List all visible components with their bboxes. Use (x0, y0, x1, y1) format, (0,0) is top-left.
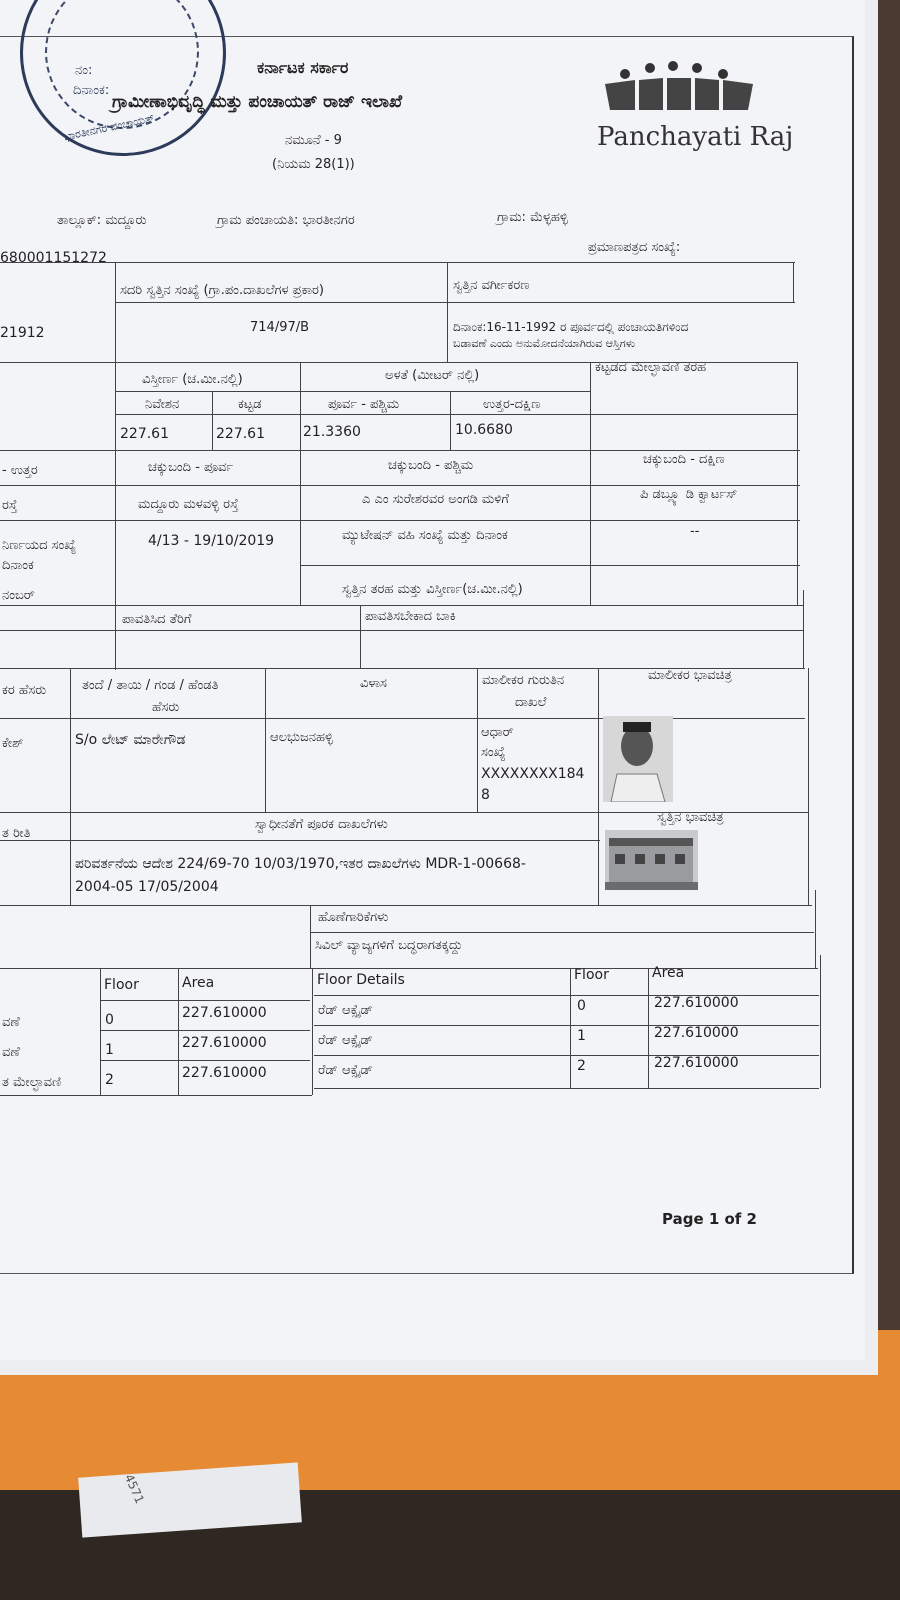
west-boundary: ಎ ಎಂ ಸುರೇಶರವರ ಅಂಗಡಿ ಮಳಿಗೆ (362, 492, 509, 507)
owner-name: ಕೇಶ್ (2, 736, 24, 751)
documents-line1: ಪರಿವರ್ತನೆಯ ಆದೇಶ 224/69-70 10/03/1970,ಇತರ ದಾಖಲೆಗಳು MDR-1-00668- (75, 856, 526, 872)
id-number-line1: XXXXXXXX184 (481, 766, 585, 782)
north-south-length: 10.6680 (455, 422, 513, 438)
left-code: 21912 (0, 325, 45, 341)
right-row0-area: 227.610000 (654, 995, 739, 1011)
classification-line1: ದಿನಾಂಕ:16-11-1992 ರ ಪೂರ್ವದಲ್ಲಿ ಪಂಚಾಯತಿಗಳಿಂದ (453, 320, 689, 334)
left-row0-area: 227.610000 (182, 1005, 267, 1021)
left-area-header: Area (182, 975, 215, 991)
documents-line2: 2004-05 17/05/2004 (75, 879, 219, 895)
taluk: ತಾಲ್ಲೂಕ್: ಮದ್ದೂರು (57, 213, 147, 228)
left-row0-label: ವಣೆ (2, 1015, 20, 1030)
property-photo-label: ಸ್ವತ್ತಿನ ಭಾವಚಿತ್ರ (657, 810, 724, 825)
site-label: ನಿವೇಶನ (145, 397, 180, 412)
owner-photo (603, 716, 673, 802)
parent-label-line1: ತಂದೆ / ತಾಯಿ / ಗಂಡ / ಹೆಂಡತಿ (82, 678, 219, 693)
left-row2-label: ತ ಮೇಲ್ಛಾವಣಿ (2, 1075, 62, 1090)
mutation-label: ಮ್ಯುಟೇಷನ್ ವಹಿ ಸಂಖ್ಯೆ ಮತ್ತು ದಿನಾಂಕ (342, 528, 508, 543)
north-boundary-label: - ಉತ್ತರ (2, 463, 38, 478)
right-row2-detail: ರೆಡ್ ಆಕ್ಸೈಡ್ (318, 1063, 373, 1078)
resolution-date-label: ದಿನಾಂಕ (2, 558, 34, 573)
seal-arc-text: ಭಾರತೀನಗರ ಪಂಚಾಯತ್ (62, 111, 156, 144)
west-boundary-label: ಚಕ್ಕುಬಂದಿ - ಪಶ್ಚಿಮ (388, 458, 474, 473)
id-label-line2: ದಾಖಲೆ (515, 695, 547, 710)
certificate-number-label: ಪ್ರಮಾಣಪತ್ರದ ಸಂಖ್ಯೆ: (588, 240, 681, 255)
scrap-label: 4571 (121, 1472, 147, 1506)
tax-due-label: ಪಾವತಿಸಬೇಕಾದ ಬಾಕಿ (365, 609, 456, 624)
id-type-line1: ಆಧಾರ್ (481, 725, 514, 740)
govt-title: ಕರ್ನಾಟಕ ಸರ್ಕಾರ (257, 58, 349, 77)
right-row0-detail: ರೆಡ್ ಆಕ್ಸೈಡ್ (318, 1003, 373, 1018)
id-type-line2: ಸಂಖ್ಯೆ (481, 745, 506, 760)
classification-label: ಸ್ವತ್ತಿನ ವರ್ಗೀಕರಣ (453, 278, 530, 293)
north-south-label: ಉತ್ತರ-ದಕ್ಷಿಣ (483, 397, 541, 412)
building-type-label: ಕಟ್ಟಡದ ಮೇಲ್ಛಾವಣಿ ತರಹ (595, 360, 707, 375)
property-photo (605, 830, 698, 890)
parent-label-line2: ಹೆಸರು (152, 700, 180, 715)
rule-number: (ನಿಯಮ 28(1)) (272, 157, 355, 172)
building-photo-icon (605, 830, 698, 890)
seal-line2: ದಿನಾಂಕ: (73, 83, 110, 98)
right-row0-floor: 0 (577, 998, 586, 1014)
tax-paid-label: ಪಾವತಿಸಿದ ತೆರಿಗೆ (122, 612, 192, 627)
acquisition-method-label: ತ ರೀತಿ (2, 826, 31, 841)
right-row1-floor: 1 (577, 1028, 586, 1044)
property-id: 680001151272 (0, 250, 107, 266)
brand-name: Panchayati Raj (597, 122, 794, 152)
owner-name-label: ಕರ ಹೆಸರು (2, 683, 47, 698)
owner-photo-label: ಮಾಲೀಕರ ಭಾವಚಿತ್ರ (648, 668, 732, 683)
left-row2-area: 227.610000 (182, 1065, 267, 1081)
id-number-line2: 8 (481, 787, 490, 803)
id-label-line1: ಮಾಲೀಕರ ಗುರುತಿನ (482, 673, 565, 688)
property-number-label: ಸದರಿ ಸ್ವತ್ತಿನ ಸಂಖ್ಯೆ (ಗ್ರಾ.ಪಂ.ದಾಖಲೆಗಳ ಪ್ರಕಾರ) (120, 283, 324, 298)
extent-label: ವಿಸ್ತೀರ್ಣ (ಚ.ಮೀ.ನಲ್ಲಿ) (142, 372, 243, 387)
address-label: ವಿಳಾಸ (360, 676, 387, 691)
resolution-label: ನಿರ್ಣಯದ ಸಂಖ್ಯೆ (2, 538, 77, 553)
right-row2-floor: 2 (577, 1058, 586, 1074)
gram-panchayat: ಗ್ರಾಮ ಪಂಚಾಯತಿ: ಭಾರತೀನಗರ (217, 213, 355, 228)
measure-label: ಅಳತೆ (ಮೀಟರ್ ನಲ್ಲಿ) (385, 368, 480, 383)
north-boundary: ರಸ್ತೆ (2, 498, 18, 513)
left-row2-floor: 2 (105, 1072, 114, 1088)
type-extent-label: ಸ್ವತ್ತಿನ ತರಹ ಮತ್ತು ವಿಸ್ತೀರ್ಣ(ಚ.ಮೀ.ನಲ್ಲಿ) (342, 582, 523, 597)
left-row1-floor: 1 (105, 1042, 114, 1058)
number-label: ನಂಬರ್ (2, 588, 35, 603)
resolution-value: 4/13 - 19/10/2019 (148, 533, 275, 549)
page-number: Page 1 of 2 (662, 1210, 757, 1228)
mutation-value: -- (690, 524, 700, 539)
building-area: 227.61 (216, 426, 265, 442)
site-area: 227.61 (120, 426, 169, 442)
documents-label: ಸ್ವಾಧೀನತೆಗೆ ಪೂರಕ ದಾಖಲೆಗಳು (255, 817, 388, 832)
right-row1-detail: ರೆಡ್ ಆಕ್ಸೈಡ್ (318, 1033, 373, 1048)
right-row2-area: 227.610000 (654, 1055, 739, 1071)
east-boundary: ಮದ್ದೂರು ಮಳವಳ್ಳಿ ರಸ್ತೆ (138, 497, 239, 512)
property-number: 714/97/B (250, 320, 310, 335)
east-west-length: 21.3360 (303, 424, 361, 440)
liabilities-label: ಹೊಣೆಗಾರಿಕೆಗಳು (318, 910, 389, 925)
owner-parent: S/o ಲೇಟ್ ಮಾರೇಗೌಡ (75, 732, 186, 748)
seal-line1: ನಂ: (75, 63, 93, 78)
owner-address: ಆಲಭುಜನಹಳ್ಳಿ (270, 730, 333, 745)
owner-portrait-icon (603, 716, 673, 802)
right-detail-header: Floor Details (317, 972, 405, 988)
classification-line2: ಬಡಾವಣೆ ಎಂದು ಅನುಮೋದನೆಯಾಗಿರುವ ಆಸ್ತಿಗಳು (453, 337, 636, 350)
building-label: ಕಟ್ಟಡ (238, 397, 262, 412)
liabilities-value: ಸಿವಿಲ್ ವ್ಯಾಜ್ಯಗಳಿಗೆ ಬದ್ಧರಾಗತಕ್ಕದ್ದು (315, 938, 463, 953)
east-west-label: ಪೂರ್ವ - ಪಶ್ಚಿಮ (328, 397, 400, 412)
dept-title: ಗ್ರಾಮೀಣಾಭಿವೃದ್ಧಿ ಮತ್ತು ಪಂಚಾಯತ್ ರಾಜ್ ಇಲಾಖೆ (112, 92, 403, 112)
left-row0-floor: 0 (105, 1012, 114, 1028)
south-boundary-label: ಚಕ್ಕುಬಂದಿ - ದಕ್ಷಿಣ (643, 452, 725, 467)
left-floor-header: Floor (104, 977, 139, 993)
right-floor-header: Floor (574, 967, 609, 983)
village: ಗ್ರಾಮ: ಮೆಳ್ಳಹಳ್ಳಿ (497, 210, 568, 225)
form-number: ನಮೂನೆ - 9 (285, 133, 342, 148)
south-boundary: ಪಿ ಡಬ್ಲ್ಯೂ ಡಿ ಕ್ವಾರ್ಟಸ್ (640, 487, 738, 502)
right-area-header: Area (652, 965, 685, 981)
panchayati-raj-emblem-icon (605, 60, 755, 112)
left-row1-label: ವಣೆ (2, 1045, 20, 1060)
left-row1-area: 227.610000 (182, 1035, 267, 1051)
right-row1-area: 227.610000 (654, 1025, 739, 1041)
east-boundary-label: ಚಕ್ಕುಬಂದಿ - ಪೂರ್ವ (148, 460, 234, 475)
